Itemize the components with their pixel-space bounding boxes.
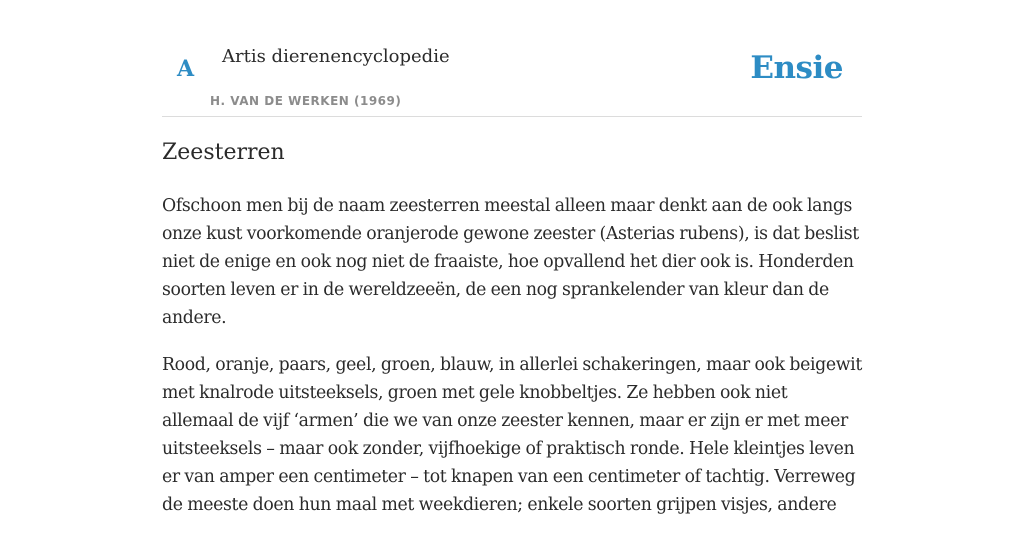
article-title: Zeesterren	[162, 140, 285, 165]
page-container	[162, 0, 862, 515]
book-letter-link[interactable]: A	[177, 56, 195, 82]
article-body	[162, 192, 862, 538]
article-paragraph-2: Rood, oranje, paars, geel, groen, blauw, in allerlei schakeringen, maar ook beigewit met knalrode uitsteeksels, groen met gele knobbeltjes. Ze hebben ook niet allemaal de vijf ‘armen’ die we van onze zeester kennen, maar er zijn er met meer uitsteeksels – maar ook zonder, vijfhoekige of praktisch ronde. Hele kleintjes leven er van amper een centimeter – tot knapen van een centimeter of tachtig. Verreweg de meeste doen hun maal met weekdieren; enkele soorten grijpen visjes, andere	[162, 355, 862, 515]
book-author: H. VAN DE WERKEN (1969)	[210, 94, 402, 108]
article-paragraph-1: Ofschoon men bij de naam zeesterren meestal alleen maar denkt aan de ook langs onze kust voorkomende oranjerode gewone zeester (Asterias rubens), is dat beslist niet de enige en ook nog niet de fraaiste, hoe opvallend het dier ook is. Honderden soorten leven er in de wereldzeeën, de een nog sprankelender van kleur dan de andere.	[162, 196, 859, 328]
book-header	[162, 0, 862, 117]
brand-logo[interactable]: Ensie	[750, 50, 843, 86]
book-title: Artis dierenencyclopedie	[222, 46, 450, 67]
